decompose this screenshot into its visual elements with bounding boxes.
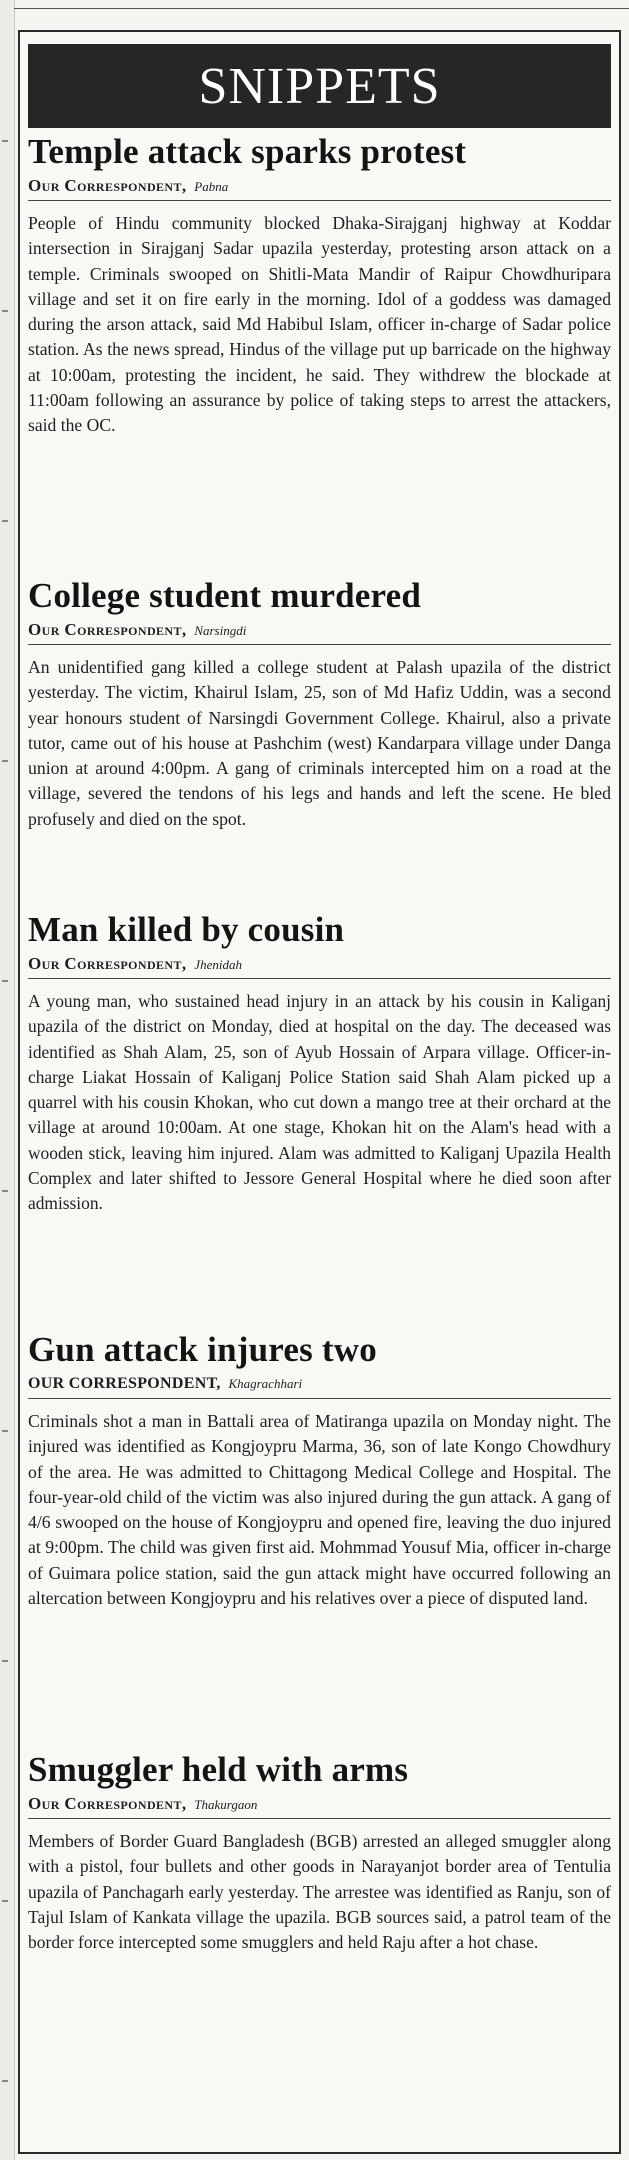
story-body: Criminals shot a man in Battali area of Matiranga upazila on Monday night. The injured was identified as Kongjoypru Marma, 36, son of late Kongo Chowdhury of the area. He was admitted to Chittagong Medical College and Hospital. The four-year-old child of the victim was also injured during the gun attack. A gang of 4/6 swooped on the house of Kongjoypru and opened fire, leaving the duo injured at 9:00pm. The child was given first aid. Mohmmad Yousuf Mia, officer in-charge of Guimara police station, said the gun attack might have occurred following an altercation between Kongjoypru and his relatives over a piece of disputed land. [28,1411,611,1609]
story-byline [28,620,611,645]
top-rule [14,8,629,9]
story-headline: Smuggler held with arms [28,1750,409,1789]
story-headline: College student murdered [28,576,422,615]
story-smuggler-held [28,1750,611,2040]
story-college-student [28,576,611,910]
stories-column [28,132,611,2040]
byline-reporter: Our Correspondent, [28,1794,187,1813]
story-byline [28,954,611,979]
adjacent-column-edge [0,0,15,2160]
story-body: An unidentified gang killed a college student at Palash upazila of the district yesterday. The victim, Khairul Islam, 25, son of Md Hafiz Uddin, was a second year honours student of Narsingdi Government College. Khairul, also a private tutor, came out of his house at Pashchim (west) Kandarpara village under Danga union at around 4:00pm. A gang of criminals intercepted him on a road at the village, severed the tendons of his legs and hands and left the scene. He bled profusely and died on the spot. [28,657,611,829]
story-gun-attack [28,1330,611,1750]
byline-location: Jhenidah [194,957,242,972]
story-byline [28,176,611,201]
byline-reporter: Our Correspondent, [28,176,187,195]
story-body: A young man, who sustained head injury in an attack by his cousin in Kaliganj upazila of the district on Monday, died at hospital on the day. The deceased was identified as Shah Alam, 25, son of Ayub Hossain of Arpara village. Officer-in-charge Liakat Hossain of Kaliganj Police Station said Shah Alam picked up a quarrel with his cousin Khokan, who cut down a mango tree at their orchard at the village at around 10:00am. At one stage, Khokan hit on the Alam's head with a wooden stick, leaving him injured. Alam was admitted to Kaliganj Upazila Health Complex and later shifted to Jessore General Hospital where he died soon after admission. [28,991,611,1214]
story-byline [28,1374,611,1399]
story-headline: Temple attack sparks protest [28,132,467,171]
story-body: Members of Border Guard Bangladesh (BGB) arrested an alleged smuggler along with a pistol, four bullets and other goods in Narayanjot border area of Tentulia upazila of Panchagarh early yesterday. The arrestee was identified as Ranju, son of Tajul Islam of Kankata village the upazila. BGB sources said, a patrol team of the border force intercepted some smugglers and held Raju after a hot chase. [28,1831,611,1953]
byline-reporter: Our Correspondent, [28,620,187,639]
section-title: SNIPPETS [198,57,441,115]
byline-location: Narsingdi [194,623,247,638]
story-headline: Gun attack injures two [28,1330,377,1369]
section-banner [28,44,611,128]
byline-location: Khagrachhari [228,1376,303,1391]
byline-reporter: OUR CORRESPONDENT, [28,1375,221,1392]
byline-reporter: Our Correspondent, [28,954,187,973]
snippets-box [18,30,621,2154]
byline-location: Pabna [194,179,229,194]
story-temple-attack [28,132,611,576]
story-byline [28,1794,611,1819]
story-man-killed [28,910,611,1330]
story-headline: Man killed by cousin [28,910,345,949]
byline-location: Thakurgaon [194,1797,258,1812]
story-body: People of Hindu community blocked Dhaka-Sirajganj highway at Koddar intersection in Sirajganj Sadar upazila yesterday, protesting arson attack on a temple. Criminals swooped on Shitli-Mata Mandir of Raipur Chowdhuripara village and set it on fire early in the morning. Idol of a goddess was damaged during the arson attack, said Md Habibul Islam, officer in-charge of Sadar police station. As the news spread, Hindus of the village put up barricade on the highway at 10:00am, protesting the incident, he said. They withdrew the blockade at 11:00am following an assurance by police of taking steps to arrest the attackers, said the OC. [28,213,611,436]
